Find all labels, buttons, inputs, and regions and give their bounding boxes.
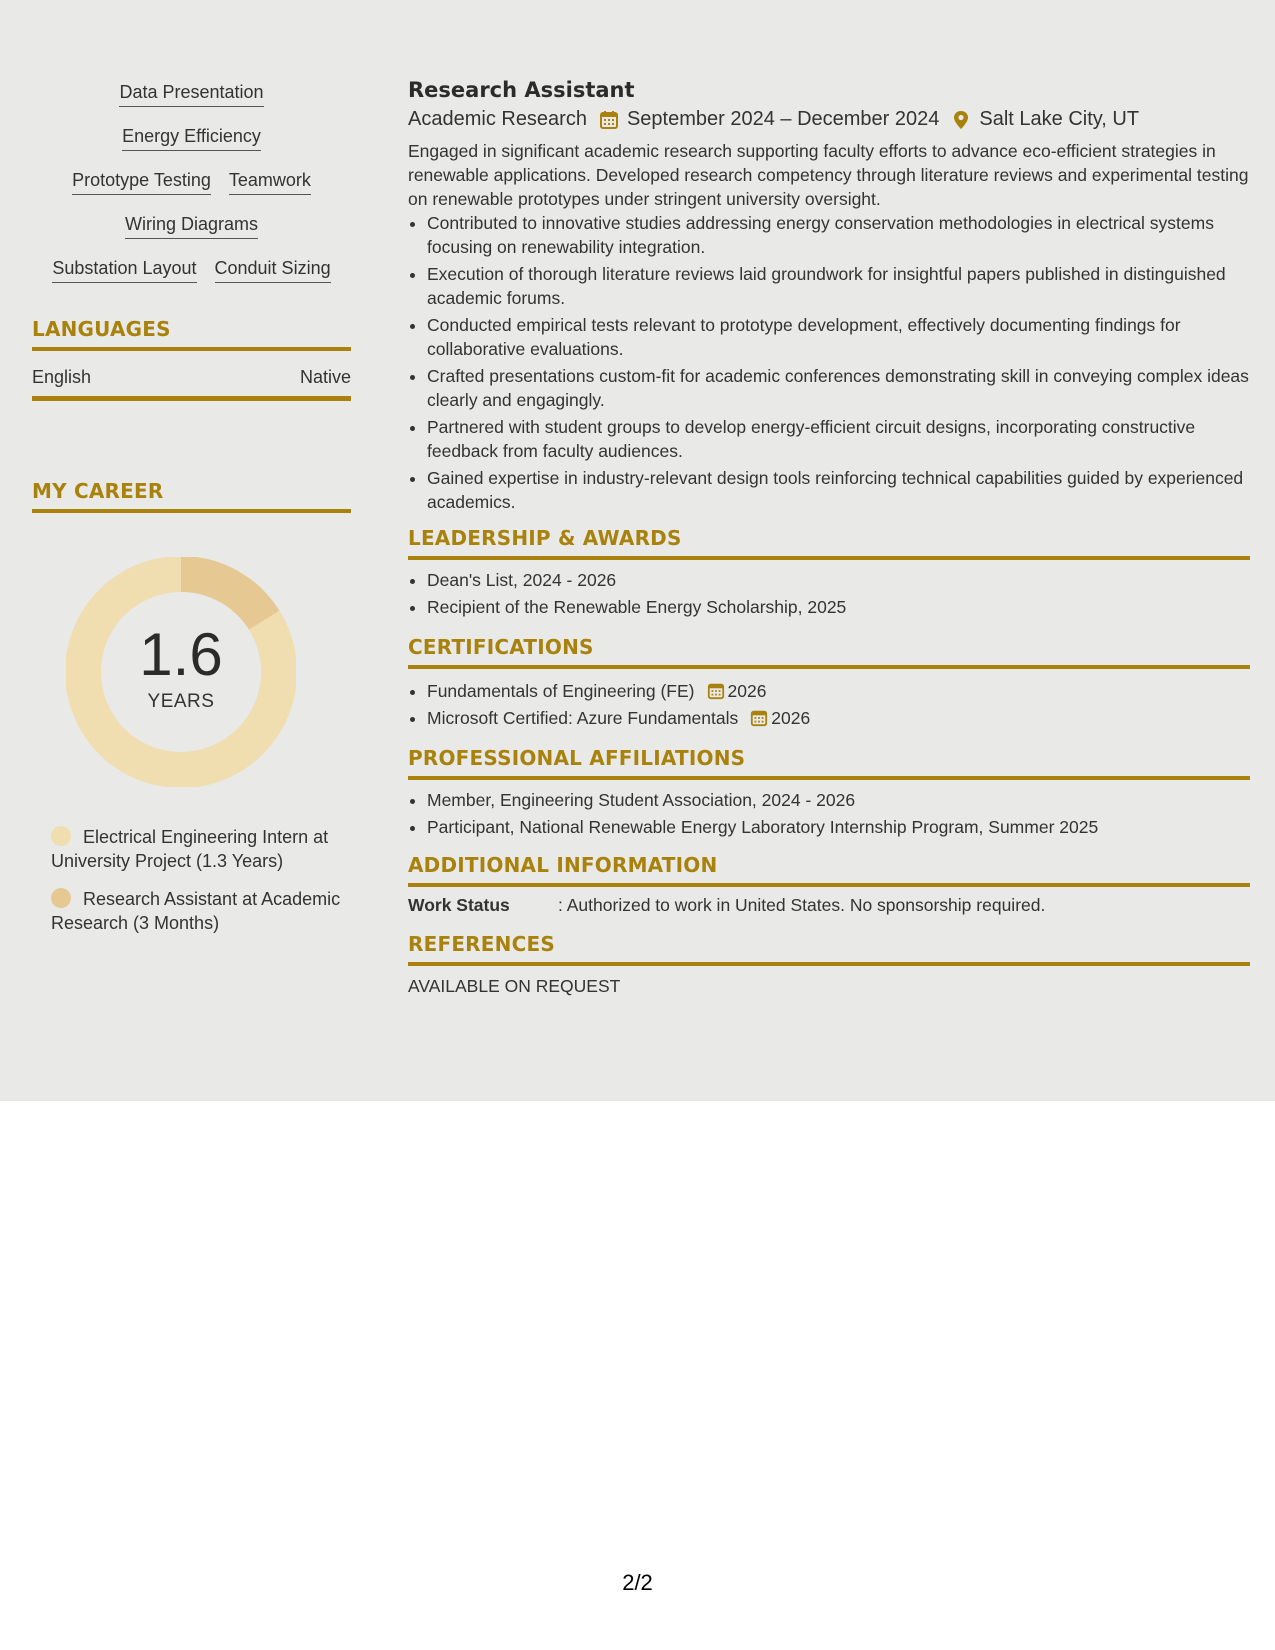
career-total-unit: YEARS: [147, 691, 215, 712]
leadership-list: [408, 568, 1250, 619]
work-status-value: : Authorized to work in United States. No sponsorship required.: [558, 895, 1046, 915]
calendar-icon: [707, 682, 725, 700]
list-item: • Gained expertise in industry-relevant design tools reinforcing technical capabilities guided by experienced academics.: [427, 466, 1250, 514]
job-dates: September 2024 – December 2024: [626, 108, 940, 130]
job-location: Salt Lake City, UT: [979, 108, 1140, 130]
left-column: [32, 82, 351, 949]
skill-row: [32, 214, 351, 239]
skill-row: [32, 82, 351, 107]
skill-tag: Energy Efficiency: [122, 126, 261, 151]
map-pin-icon: [951, 110, 971, 130]
right-column: [408, 78, 1250, 997]
list-item: • Crafted presentations custom-fit for academic conferences demonstrating skill in conveying complex ideas clearly and engagingly.: [427, 364, 1250, 412]
career-total-years: 1.6: [139, 621, 223, 688]
skill-row: [32, 170, 351, 195]
list-item: • Partnered with student groups to develop energy-efficient circuit designs, incorporating constructive feedback from faculty audiences.: [427, 415, 1250, 463]
job-title: Research Assistant: [408, 78, 635, 102]
skill-tag: Data Presentation: [119, 82, 263, 107]
skill-tag: Conduit Sizing: [215, 258, 331, 283]
affiliations-list: [408, 788, 1250, 839]
career-legend: [51, 825, 341, 935]
skill-row: [32, 126, 351, 151]
cert-year: 2026: [727, 681, 767, 701]
list-item: • Participant, National Renewable Energy Laboratory Internship Program, Summer 2025: [427, 815, 1250, 839]
cert-name: Microsoft Certified: Azure Fundamentals: [427, 708, 739, 728]
skill-tag: Prototype Testing: [72, 170, 211, 195]
calendar-icon: [750, 709, 768, 727]
skill-tag: Teamwork: [229, 170, 311, 195]
certifications-heading: CERTIFICATIONS: [408, 635, 1250, 669]
work-status-row: [408, 895, 1250, 916]
list-item: • Recipient of the Renewable Energy Scholarship, 2025: [427, 595, 1250, 619]
skill-row: [32, 258, 351, 283]
career-heading: MY CAREER: [32, 479, 351, 513]
affiliations-heading: PROFESSIONAL AFFILIATIONS: [408, 746, 1250, 780]
cert-name: Fundamentals of Engineering (FE): [427, 681, 695, 701]
job-meta: [408, 108, 1250, 131]
legend-label: Research Assistant at Academic Research (3 Months): [51, 889, 341, 933]
list-item: • Contributed to innovative studies addressing energy conservation methodologies in electrical systems focusing on renewability integration.: [427, 211, 1250, 259]
certifications-list: [408, 679, 1250, 730]
legend-item: [51, 825, 341, 873]
job-company: Academic Research: [408, 108, 587, 130]
skills-list: [32, 82, 351, 283]
language-row: [32, 351, 351, 401]
list-item: • Member, Engineering Student Association, 2024 - 2026: [427, 788, 1250, 812]
list-item: [427, 706, 1250, 730]
job-bullets: [408, 211, 1250, 514]
list-item: • Conducted empirical tests relevant to prototype development, effectively documenting findings for collaborative evaluations.: [427, 313, 1250, 361]
job-summary: Engaged in significant academic research supporting faculty efforts to advance eco-efficient strategies in renewable applications. Developed research competency through literature reviews and experimental testing on renewable prototypes under stringent university oversight.: [408, 141, 1249, 209]
list-item: [427, 679, 1250, 703]
cert-year: 2026: [771, 708, 811, 728]
skill-tag: Substation Layout: [52, 258, 196, 283]
references-heading: REFERENCES: [408, 932, 1250, 966]
page-number: 2/2: [622, 1570, 653, 1595]
legend-label: Electrical Engineering Intern at University Project (1.3 Years): [51, 827, 329, 871]
languages-heading: LANGUAGES: [32, 317, 351, 351]
career-donut-chart: [66, 557, 296, 787]
leadership-heading: LEADERSHIP & AWARDS: [408, 526, 1250, 560]
language-name: English: [32, 367, 92, 387]
donut-center: [66, 557, 296, 787]
legend-item: [51, 887, 341, 935]
legend-dot: [51, 826, 71, 846]
language-level: Native: [299, 367, 351, 387]
calendar-icon: [599, 110, 619, 130]
skill-tag: Wiring Diagrams: [125, 214, 258, 239]
legend-dot: [51, 888, 71, 908]
list-item: • Execution of thorough literature reviews laid groundwork for insightful papers published in distinguished academic forums.: [427, 262, 1250, 310]
references-text: AVAILABLE ON REQUEST: [408, 976, 621, 996]
work-status-label: Work Status: [408, 895, 510, 915]
list-item: • Dean's List, 2024 - 2026: [427, 568, 1250, 592]
additional-info-heading: ADDITIONAL INFORMATION: [408, 853, 1250, 887]
